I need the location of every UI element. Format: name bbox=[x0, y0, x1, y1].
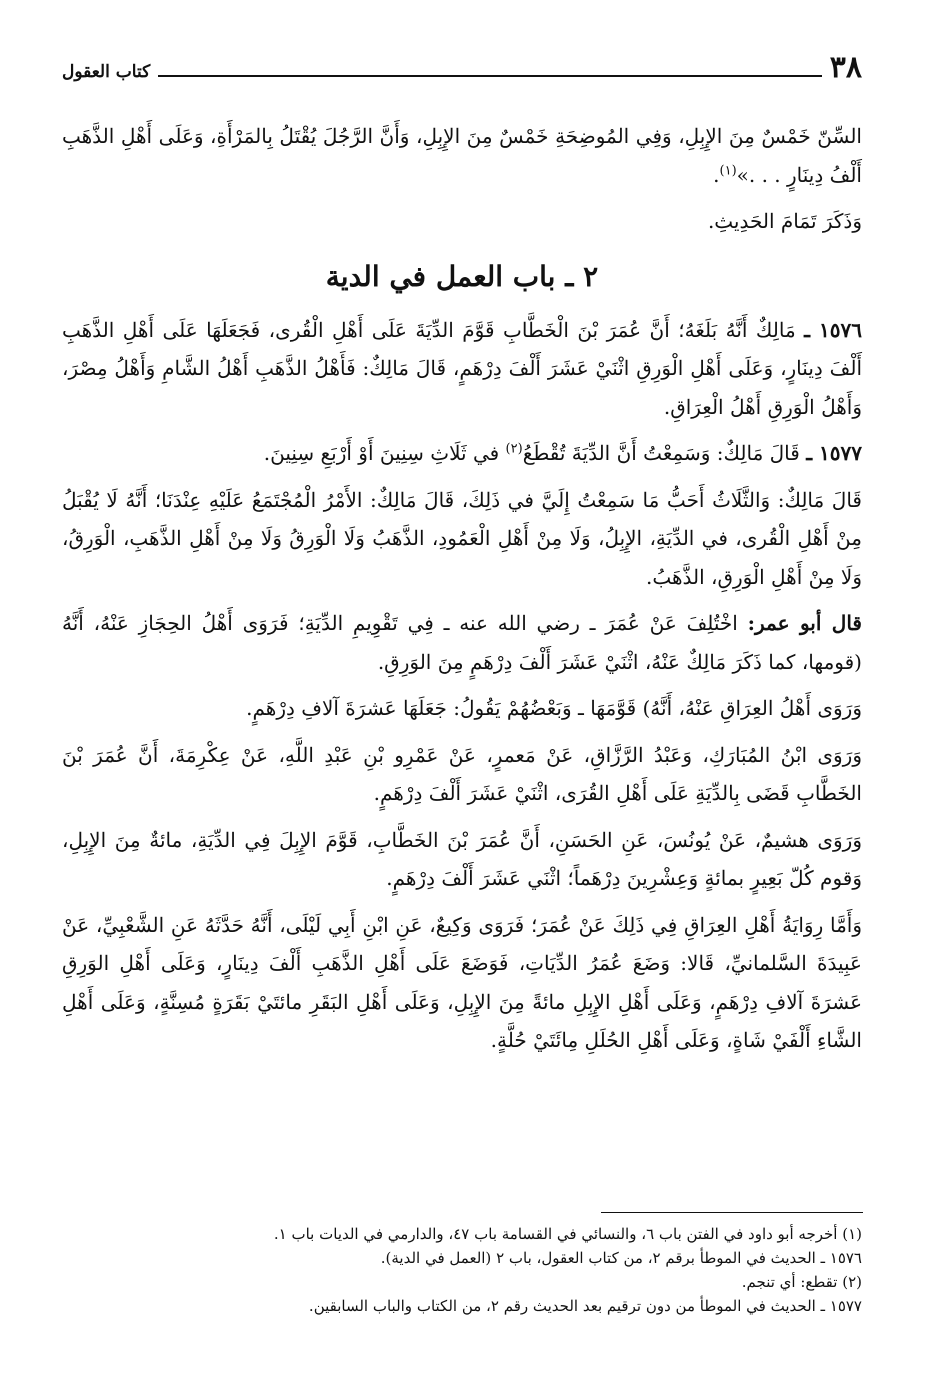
header-rule bbox=[158, 75, 822, 77]
footnote-item: (٢) تقطع: أي تنجم. bbox=[741, 1273, 862, 1291]
footnote-item: ١٥٧٧ ـ الحديث في الموطأ من دون ترقيم بعد الحديث رقم ٢، من الكتاب والباب السابقين. bbox=[308, 1297, 862, 1315]
intro-text: السِّنّ خَمْسٌ مِنَ الإِبِلِ، وَفِي المُوضِحَةِ خَمْسٌ مِنَ الإِبِلِ، وَأَنَّ الرَّجُلَ يُقْتَلُ بِالمَرْأَةِ، وَعَلَى أَهْلِ الذَّهَبِ أَلْفُ دِينَارٍ . . .» bbox=[62, 124, 862, 187]
hadith-text-1577: قَالَ مَالِكٌ: وَسَمِعْتُ أَنَّ الدِّيَةَ تُقْطَعُ bbox=[522, 441, 800, 465]
hadith-1576 bbox=[62, 311, 862, 427]
intro-paragraph-2: وَذَكَرَ تَمَامَ الحَدِيثِ. bbox=[707, 209, 862, 233]
abu-umar-speaker: قال أبو عمر: bbox=[747, 611, 862, 635]
hadith-text-1577-end: في ثَلَاثِ سِنِينَ أَوْ أَرْبَعِ سِنِينَ. bbox=[263, 441, 506, 465]
intro-paragraph bbox=[62, 117, 862, 194]
main-text bbox=[62, 117, 862, 1068]
footnote-ref-2: (٢) bbox=[505, 441, 523, 457]
hadith-1577 bbox=[62, 434, 862, 473]
hushaym-paragraph: وَرَوَى هشيمٌ، عَنْ يُونُسَ، عَنِ الحَسَنِ، أَنَّ عُمَرَ بْنَ الخَطَّابِ، قَوَّمَ الإِبِلَ فِي الدِّيَةِ، مائةٌ مِنَ الإِبِلِ، وَقوم كُلّ بَعِيرٍ بمائةٍ وَعِشْرِينَ دِرْهَماً؛ اثْنَي عَشَرَ أَلْفَ دِرْهَمٍ. bbox=[62, 827, 862, 890]
intro-end: . bbox=[713, 162, 720, 187]
waki-paragraph: وَأَمَّا رِوَايَةُ أَهْلِ العِرَاقِ فِي ذَلِكَ عَنْ عُمَرَ؛ فَرَوَى وَكِيعٌ، عَنِ ابْنِ أَبِي لَيْلَى، أَنَّهُ حَدَّثَهُ عَنِ الشَّعْبِيِّ، عَنْ عَبِيدَةَ السَّلمانيِّ، قَالا: وَضَعَ عُمَرُ الدِّيَاتِ، فَوَضَعَ عَلَى أَهْلِ الذَّهَبِ أَلْفَ دِينَارٍ، وَعَلَى أَهْلِ الوَرِقِ عَشرَةَ آلافِ دِرْهَمٍ، وَعَلَى أَهْلِ الإِبِلِ مائةً مِنَ الإِبِلِ، وَعَلَى أَهْلِ البَقَرِ مائتَيْ بَقَرَةٍ مُسِنَّةٍ، وَعَلَى أَهْلِ الشَّاءِ أَلْفَيْ شَاةٍ، وَعَلَى أَهْلِ الحُلَلِ مِائَتَيْ حُلَّةٍ. bbox=[62, 912, 862, 1052]
hadith-text-1576: مَالِكٌ أَنَّهُ بَلَغَهُ؛ أَنَّ عُمَرَ بْنَ الْخَطَّابِ قَوَّمَ الدِّيَةَ عَلَى أَهْلِ الْقُرى، فَجَعَلَهَا عَلَى أَهْلِ الذَّهَبِ أَلْفَ دِينَارٍ، وَعَلَى أَهْلِ الْوَرِقِ اثْنَيْ عَشَرَ أَلْفَ دِرْهَمٍ، قَالَ مَالِكٌ: فَأَهْلُ الذَّهَبِ أَهْلُ الشَّامِ وَأَهْلُ مِصْرَ، وَأَهْلُ الْوَرِقِ أَهْلُ الْعِرَاقِ. bbox=[62, 317, 862, 419]
chapter-title: ٢ ـ باب العمل في الدية bbox=[325, 259, 599, 293]
abu-umar-text: اخْتُلِفَ عَنْ عُمَرَ ـ رضي الله عنه ـ فِي تَقْوِيمِ الدِّيَةِ؛ فَرَوَى أَهْلُ الحِجَازِ عَنْهُ، أَنَّهُ (قومها، كما ذَكَرَ مَالِكٌ عَنْهُ، اثْنَيْ عَشَرَ أَلْفَ دِرْهَمٍ مِنَ الوَرِقِ. bbox=[62, 611, 862, 674]
malik-paragraph: قَالَ مَالِكٌ: وَالثَّلَاثُ أَحَبُّ مَا سَمِعْتُ إِلَيَّ في ذَلِكَ، قَالَ مَالِكٌ: الأَمْرُ الْمُجْتَمَعُ عَلَيْهِ عِنْدَنَا؛ أَنَّهُ لَا يُقْبَلُ مِنْ أَهْلِ الْقُرى، في الدِّيَةِ، الإِبِلُ، وَلَا مِنْ أَهْلِ الْعَمُودِ، الذَّهَبُ وَلَا الْوَرِقُ وَلَا مِنْ أَهْلِ الذَّهَبِ، الْوَرِقُ، وَلَا مِنْ أَهْلِ الْوَرِقِ، الذَّهَبُ. bbox=[62, 487, 862, 589]
page-header bbox=[62, 52, 862, 84]
iraq-paragraph: وَرَوَى أَهْلُ العِرَاقِ عَنْهُ، أَنَّهُ) قَوَّمَهَا ـ وَبَعْضُهُمْ يَقُولُ: جَعَلَهَا عَشرَةَ آلافِ دِرْهَمٍ. bbox=[246, 696, 862, 720]
abu-umar-paragraph bbox=[62, 604, 862, 681]
page-number: ٣٨ bbox=[829, 50, 862, 85]
footnotes bbox=[62, 1222, 862, 1318]
hadith-number-1576: ١٥٧٦ ـ bbox=[804, 317, 863, 342]
footnote-item: (١) أخرجه أبو داود في الفتن باب ٦، والنسائي في القسامة باب ٤٧، والدارمي في الديات باب ١. bbox=[273, 1225, 862, 1243]
book-title: كتاب العقول bbox=[62, 62, 151, 82]
footnote-item: ١٥٧٦ ـ الحديث في الموطأ برقم ٢، من كتاب العقول، باب ٢ (العمل في الدية). bbox=[380, 1249, 862, 1267]
footnote-divider bbox=[601, 1212, 863, 1213]
footnote-ref-1: (١) bbox=[719, 162, 737, 178]
mubarak-paragraph: وَرَوَى ابْنُ المُبَارَكِ، وَعَبْدُ الرَّزَّاقِ، عَنْ مَعمرٍ، عَنْ عَمْرِو بْنِ عَبْدِ اللَّهِ، عَنْ عِكْرِمَةَ، أَنَّ عُمَرَ بْنَ الخَطَّابِ قَضَى بِالدِّيَةِ عَلَى أَهْلِ القُرَى، اثْنَيْ عَشَرَ أَلْفَ دِرْهَمٍ. bbox=[62, 742, 862, 805]
hadith-number-1577: ١٥٧٧ ـ bbox=[806, 441, 862, 465]
